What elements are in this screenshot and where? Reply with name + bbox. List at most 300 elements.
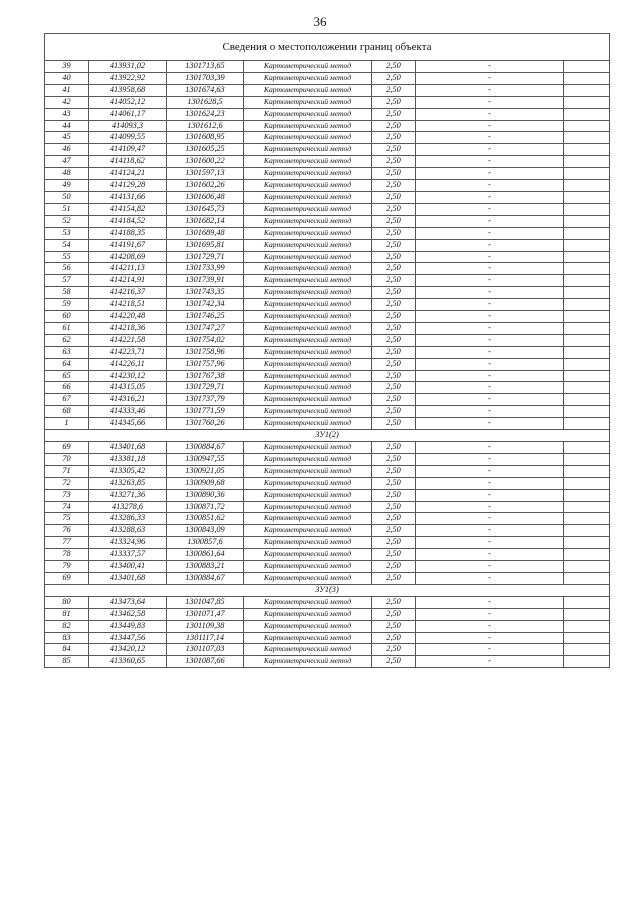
- accuracy-cell: 2,50: [372, 358, 416, 370]
- accuracy-cell: 2,50: [372, 418, 416, 430]
- table-row: [45, 287, 610, 299]
- accuracy-cell: 2,50: [372, 61, 416, 73]
- extra-cell: -: [416, 370, 564, 382]
- table-row: [45, 632, 610, 644]
- method-cell: Картометрический метод: [244, 311, 372, 323]
- empty-cell: [564, 596, 610, 608]
- section-label: ЗУ1(3): [45, 584, 610, 596]
- accuracy-cell: 2,50: [372, 489, 416, 501]
- empty-cell: [564, 394, 610, 406]
- point-number-cell: 1: [45, 418, 89, 430]
- accuracy-cell: 2,50: [372, 215, 416, 227]
- coord-y-cell: 1301602,26: [167, 180, 244, 192]
- coord-y-cell: 1301628,5: [167, 96, 244, 108]
- empty-cell: [564, 465, 610, 477]
- empty-cell: [564, 334, 610, 346]
- accuracy-cell: 2,50: [372, 632, 416, 644]
- point-number-cell: 58: [45, 287, 89, 299]
- page-number: 36: [313, 14, 327, 29]
- coord-x-cell: 414099,55: [89, 132, 167, 144]
- coord-x-cell: 414208,69: [89, 251, 167, 263]
- method-cell: Картометрический метод: [244, 275, 372, 287]
- method-cell: Картометрический метод: [244, 442, 372, 454]
- point-number-cell: 46: [45, 144, 89, 156]
- table-row: [45, 168, 610, 180]
- empty-cell: [564, 406, 610, 418]
- accuracy-cell: 2,50: [372, 156, 416, 168]
- table-row: [45, 525, 610, 537]
- table-row: [45, 322, 610, 334]
- accuracy-cell: 2,50: [372, 572, 416, 584]
- coord-y-cell: 1301743,35: [167, 287, 244, 299]
- accuracy-cell: 2,50: [372, 108, 416, 120]
- extra-cell: -: [416, 132, 564, 144]
- table-row: [45, 620, 610, 632]
- method-cell: Картометрический метод: [244, 168, 372, 180]
- table-row: [45, 72, 610, 84]
- point-number-cell: 76: [45, 525, 89, 537]
- empty-cell: [564, 311, 610, 323]
- accuracy-cell: 2,50: [372, 191, 416, 203]
- accuracy-cell: 2,50: [372, 168, 416, 180]
- point-number-cell: 85: [45, 656, 89, 668]
- table-row: [45, 501, 610, 513]
- coord-x-cell: 414131,66: [89, 191, 167, 203]
- point-number-cell: 63: [45, 346, 89, 358]
- method-cell: Картометрический метод: [244, 656, 372, 668]
- accuracy-cell: 2,50: [372, 84, 416, 96]
- table-row: [45, 442, 610, 454]
- extra-cell: -: [416, 239, 564, 251]
- empty-cell: [564, 572, 610, 584]
- method-cell: Картометрический метод: [244, 596, 372, 608]
- table-row: [45, 549, 610, 561]
- extra-cell: -: [416, 358, 564, 370]
- table-row: [45, 561, 610, 573]
- coord-x-cell: 414154,82: [89, 203, 167, 215]
- table-row: [45, 227, 610, 239]
- coord-x-cell: 414211,13: [89, 263, 167, 275]
- coord-y-cell: 1301674,63: [167, 84, 244, 96]
- empty-cell: [564, 644, 610, 656]
- method-cell: Картометрический метод: [244, 632, 372, 644]
- empty-cell: [564, 180, 610, 192]
- empty-cell: [564, 156, 610, 168]
- table-row: [45, 215, 610, 227]
- coord-y-cell: 1301729,71: [167, 251, 244, 263]
- extra-cell: -: [416, 191, 564, 203]
- accuracy-cell: 2,50: [372, 239, 416, 251]
- empty-cell: [564, 299, 610, 311]
- coord-x-cell: 413381,18: [89, 453, 167, 465]
- section-label: ЗУ1(2): [45, 430, 610, 442]
- coord-y-cell: 1301047,85: [167, 596, 244, 608]
- coord-x-cell: 414184,52: [89, 215, 167, 227]
- extra-cell: -: [416, 620, 564, 632]
- accuracy-cell: 2,50: [372, 525, 416, 537]
- extra-cell: -: [416, 656, 564, 668]
- coord-x-cell: 414129,28: [89, 180, 167, 192]
- method-cell: Картометрический метод: [244, 370, 372, 382]
- coord-x-cell: 413473,64: [89, 596, 167, 608]
- coord-x-cell: 413401,68: [89, 572, 167, 584]
- accuracy-cell: 2,50: [372, 501, 416, 513]
- accuracy-cell: 2,50: [372, 596, 416, 608]
- coord-x-cell: 414061,17: [89, 108, 167, 120]
- table-row: [45, 394, 610, 406]
- table-row: [45, 513, 610, 525]
- section-row: [45, 584, 610, 596]
- method-cell: Картометрический метод: [244, 358, 372, 370]
- point-number-cell: 81: [45, 608, 89, 620]
- coord-y-cell: 1300843,09: [167, 525, 244, 537]
- coord-y-cell: 1301703,39: [167, 72, 244, 84]
- method-cell: Картометрический метод: [244, 346, 372, 358]
- coord-y-cell: 1300890,36: [167, 489, 244, 501]
- empty-cell: [564, 442, 610, 454]
- coord-y-cell: 1301742,34: [167, 299, 244, 311]
- coord-x-cell: 413400,41: [89, 561, 167, 573]
- coord-x-cell: 413922,92: [89, 72, 167, 84]
- empty-cell: [564, 549, 610, 561]
- coord-y-cell: 1300871,72: [167, 501, 244, 513]
- empty-cell: [564, 72, 610, 84]
- coord-x-cell: 413401,68: [89, 442, 167, 454]
- extra-cell: -: [416, 215, 564, 227]
- method-cell: Картометрический метод: [244, 180, 372, 192]
- accuracy-cell: 2,50: [372, 465, 416, 477]
- coord-x-cell: 413420,12: [89, 644, 167, 656]
- table-row: [45, 537, 610, 549]
- point-number-cell: 48: [45, 168, 89, 180]
- extra-cell: -: [416, 537, 564, 549]
- coord-x-cell: 413447,56: [89, 632, 167, 644]
- coord-x-cell: 414214,91: [89, 275, 167, 287]
- accuracy-cell: 2,50: [372, 251, 416, 263]
- accuracy-cell: 2,50: [372, 227, 416, 239]
- coord-y-cell: 1301754,02: [167, 334, 244, 346]
- coord-x-cell: 414316,21: [89, 394, 167, 406]
- coord-y-cell: 1301746,25: [167, 311, 244, 323]
- coord-x-cell: 413263,85: [89, 477, 167, 489]
- empty-cell: [564, 215, 610, 227]
- method-cell: Картометрический метод: [244, 501, 372, 513]
- boundary-coordinates-table: [44, 33, 610, 668]
- coord-y-cell: 1301771,59: [167, 406, 244, 418]
- table-row: [45, 572, 610, 584]
- coord-x-cell: 414052,12: [89, 96, 167, 108]
- extra-cell: -: [416, 465, 564, 477]
- coord-x-cell: 414216,37: [89, 287, 167, 299]
- table-row: [45, 608, 610, 620]
- accuracy-cell: 2,50: [372, 144, 416, 156]
- point-number-cell: 70: [45, 453, 89, 465]
- point-number-cell: 53: [45, 227, 89, 239]
- accuracy-cell: 2,50: [372, 549, 416, 561]
- accuracy-cell: 2,50: [372, 334, 416, 346]
- accuracy-cell: 2,50: [372, 477, 416, 489]
- point-number-cell: 42: [45, 96, 89, 108]
- method-cell: Картометрический метод: [244, 227, 372, 239]
- coord-x-cell: 414226,11: [89, 358, 167, 370]
- point-number-cell: 52: [45, 215, 89, 227]
- accuracy-cell: 2,50: [372, 346, 416, 358]
- method-cell: Картометрический метод: [244, 191, 372, 203]
- table-title: Сведения о местоположении границ объекта: [45, 34, 610, 61]
- point-number-cell: 56: [45, 263, 89, 275]
- coord-y-cell: 1301757,96: [167, 358, 244, 370]
- empty-cell: [564, 108, 610, 120]
- method-cell: Картометрический метод: [244, 108, 372, 120]
- method-cell: Картометрический метод: [244, 61, 372, 73]
- method-cell: Картометрический метод: [244, 203, 372, 215]
- method-cell: Картометрический метод: [244, 322, 372, 334]
- extra-cell: -: [416, 525, 564, 537]
- method-cell: Картометрический метод: [244, 120, 372, 132]
- extra-cell: -: [416, 180, 564, 192]
- table-row: [45, 644, 610, 656]
- point-number-cell: 44: [45, 120, 89, 132]
- coord-y-cell: 1301087,66: [167, 656, 244, 668]
- empty-cell: [564, 418, 610, 430]
- coord-x-cell: 414315,05: [89, 382, 167, 394]
- method-cell: Картометрический метод: [244, 561, 372, 573]
- empty-cell: [564, 477, 610, 489]
- extra-cell: -: [416, 84, 564, 96]
- empty-cell: [564, 620, 610, 632]
- table-row: [45, 453, 610, 465]
- extra-cell: -: [416, 322, 564, 334]
- coord-y-cell: 1301608,95: [167, 132, 244, 144]
- method-cell: Картометрический метод: [244, 525, 372, 537]
- coord-x-cell: 413449,83: [89, 620, 167, 632]
- extra-cell: -: [416, 453, 564, 465]
- coord-y-cell: 1300921,05: [167, 465, 244, 477]
- empty-cell: [564, 489, 610, 501]
- point-number-cell: 64: [45, 358, 89, 370]
- empty-cell: [564, 251, 610, 263]
- method-cell: Картометрический метод: [244, 144, 372, 156]
- point-number-cell: 74: [45, 501, 89, 513]
- point-number-cell: 43: [45, 108, 89, 120]
- extra-cell: -: [416, 442, 564, 454]
- accuracy-cell: 2,50: [372, 180, 416, 192]
- method-cell: Картометрический метод: [244, 334, 372, 346]
- accuracy-cell: 2,50: [372, 406, 416, 418]
- coord-y-cell: 1301624,23: [167, 108, 244, 120]
- coord-y-cell: 1301682,14: [167, 215, 244, 227]
- accuracy-cell: 2,50: [372, 203, 416, 215]
- method-cell: Картометрический метод: [244, 215, 372, 227]
- method-cell: Картометрический метод: [244, 549, 372, 561]
- point-number-cell: 77: [45, 537, 89, 549]
- table-row: [45, 132, 610, 144]
- method-cell: Картометрический метод: [244, 263, 372, 275]
- extra-cell: -: [416, 644, 564, 656]
- table-row: [45, 406, 610, 418]
- method-cell: Картометрический метод: [244, 453, 372, 465]
- point-number-cell: 71: [45, 465, 89, 477]
- method-cell: Картометрический метод: [244, 537, 372, 549]
- accuracy-cell: 2,50: [372, 453, 416, 465]
- empty-cell: [564, 84, 610, 96]
- extra-cell: -: [416, 299, 564, 311]
- point-number-cell: 75: [45, 513, 89, 525]
- accuracy-cell: 2,50: [372, 322, 416, 334]
- empty-cell: [564, 608, 610, 620]
- empty-cell: [564, 144, 610, 156]
- method-cell: Картометрический метод: [244, 287, 372, 299]
- extra-cell: -: [416, 251, 564, 263]
- accuracy-cell: 2,50: [372, 299, 416, 311]
- point-number-cell: 78: [45, 549, 89, 561]
- point-number-cell: 41: [45, 84, 89, 96]
- empty-cell: [564, 346, 610, 358]
- point-number-cell: 60: [45, 311, 89, 323]
- extra-cell: -: [416, 227, 564, 239]
- method-cell: Картометрический метод: [244, 84, 372, 96]
- coord-x-cell: 414221,58: [89, 334, 167, 346]
- point-number-cell: 68: [45, 406, 89, 418]
- extra-cell: -: [416, 572, 564, 584]
- coord-x-cell: 413324,96: [89, 537, 167, 549]
- extra-cell: -: [416, 334, 564, 346]
- coord-y-cell: 1300884,67: [167, 442, 244, 454]
- table-row: [45, 191, 610, 203]
- point-number-cell: 59: [45, 299, 89, 311]
- table-row: [45, 84, 610, 96]
- point-number-cell: 79: [45, 561, 89, 573]
- point-number-cell: 69: [45, 442, 89, 454]
- table-row: [45, 418, 610, 430]
- method-cell: Картометрический метод: [244, 418, 372, 430]
- empty-cell: [564, 275, 610, 287]
- empty-cell: [564, 561, 610, 573]
- accuracy-cell: 2,50: [372, 644, 416, 656]
- coord-y-cell: 1301747,27: [167, 322, 244, 334]
- empty-cell: [564, 191, 610, 203]
- empty-cell: [564, 203, 610, 215]
- method-cell: Картометрический метод: [244, 608, 372, 620]
- table-row: [45, 180, 610, 192]
- method-cell: Картометрический метод: [244, 156, 372, 168]
- accuracy-cell: 2,50: [372, 287, 416, 299]
- coord-y-cell: 1301713,65: [167, 61, 244, 73]
- extra-cell: -: [416, 382, 564, 394]
- coord-y-cell: 1301695,81: [167, 239, 244, 251]
- coord-x-cell: 413271,36: [89, 489, 167, 501]
- coord-x-cell: 413337,57: [89, 549, 167, 561]
- empty-cell: [564, 358, 610, 370]
- table-row: [45, 334, 610, 346]
- empty-cell: [564, 370, 610, 382]
- coord-x-cell: 414220,48: [89, 311, 167, 323]
- extra-cell: -: [416, 144, 564, 156]
- point-number-cell: 83: [45, 632, 89, 644]
- coord-y-cell: 1301605,25: [167, 144, 244, 156]
- table-row: [45, 108, 610, 120]
- point-number-cell: 61: [45, 322, 89, 334]
- coord-x-cell: 413305,42: [89, 465, 167, 477]
- coord-x-cell: 414230,12: [89, 370, 167, 382]
- table-row: [45, 311, 610, 323]
- coord-x-cell: 414124,21: [89, 168, 167, 180]
- coord-x-cell: 414223,71: [89, 346, 167, 358]
- coord-y-cell: 1301645,73: [167, 203, 244, 215]
- point-number-cell: 40: [45, 72, 89, 84]
- extra-cell: -: [416, 406, 564, 418]
- empty-cell: [564, 227, 610, 239]
- extra-cell: -: [416, 168, 564, 180]
- point-number-cell: 54: [45, 239, 89, 251]
- method-cell: Картометрический метод: [244, 489, 372, 501]
- extra-cell: -: [416, 561, 564, 573]
- coord-y-cell: 1300883,21: [167, 561, 244, 573]
- empty-cell: [564, 96, 610, 108]
- accuracy-cell: 2,50: [372, 263, 416, 275]
- extra-cell: -: [416, 96, 564, 108]
- coord-x-cell: 413931,02: [89, 61, 167, 73]
- coord-x-cell: 413958,68: [89, 84, 167, 96]
- coord-x-cell: 414218,51: [89, 299, 167, 311]
- method-cell: Картометрический метод: [244, 513, 372, 525]
- table-row: [45, 203, 610, 215]
- extra-cell: -: [416, 263, 564, 275]
- method-cell: Картометрический метод: [244, 406, 372, 418]
- empty-cell: [564, 263, 610, 275]
- table-row: [45, 382, 610, 394]
- point-number-cell: 69: [45, 572, 89, 584]
- method-cell: Картометрический метод: [244, 299, 372, 311]
- coord-y-cell: 1301606,48: [167, 191, 244, 203]
- extra-cell: -: [416, 120, 564, 132]
- coord-y-cell: 1301737,79: [167, 394, 244, 406]
- table-row: [45, 275, 610, 287]
- coord-y-cell: 1301600,22: [167, 156, 244, 168]
- coord-y-cell: 1301597,13: [167, 168, 244, 180]
- point-number-cell: 62: [45, 334, 89, 346]
- coord-y-cell: 1301760,26: [167, 418, 244, 430]
- point-number-cell: 65: [45, 370, 89, 382]
- extra-cell: -: [416, 275, 564, 287]
- table-row: [45, 346, 610, 358]
- point-number-cell: 66: [45, 382, 89, 394]
- coord-x-cell: 414218,36: [89, 322, 167, 334]
- table-row: [45, 465, 610, 477]
- point-number-cell: 84: [45, 644, 89, 656]
- method-cell: Картометрический метод: [244, 132, 372, 144]
- table-row: [45, 239, 610, 251]
- table-row: [45, 299, 610, 311]
- coord-y-cell: 1300857,6: [167, 537, 244, 549]
- section-row: [45, 430, 610, 442]
- method-cell: Картометрический метод: [244, 465, 372, 477]
- table-row: [45, 358, 610, 370]
- coord-y-cell: 1301758,96: [167, 346, 244, 358]
- method-cell: Картометрический метод: [244, 239, 372, 251]
- accuracy-cell: 2,50: [372, 120, 416, 132]
- method-cell: Картометрический метод: [244, 644, 372, 656]
- accuracy-cell: 2,50: [372, 537, 416, 549]
- accuracy-cell: 2,50: [372, 513, 416, 525]
- coord-y-cell: 1301071,47: [167, 608, 244, 620]
- empty-cell: [564, 513, 610, 525]
- extra-cell: -: [416, 108, 564, 120]
- empty-cell: [564, 656, 610, 668]
- extra-cell: -: [416, 489, 564, 501]
- method-cell: Картометрический метод: [244, 394, 372, 406]
- coord-x-cell: 413286,33: [89, 513, 167, 525]
